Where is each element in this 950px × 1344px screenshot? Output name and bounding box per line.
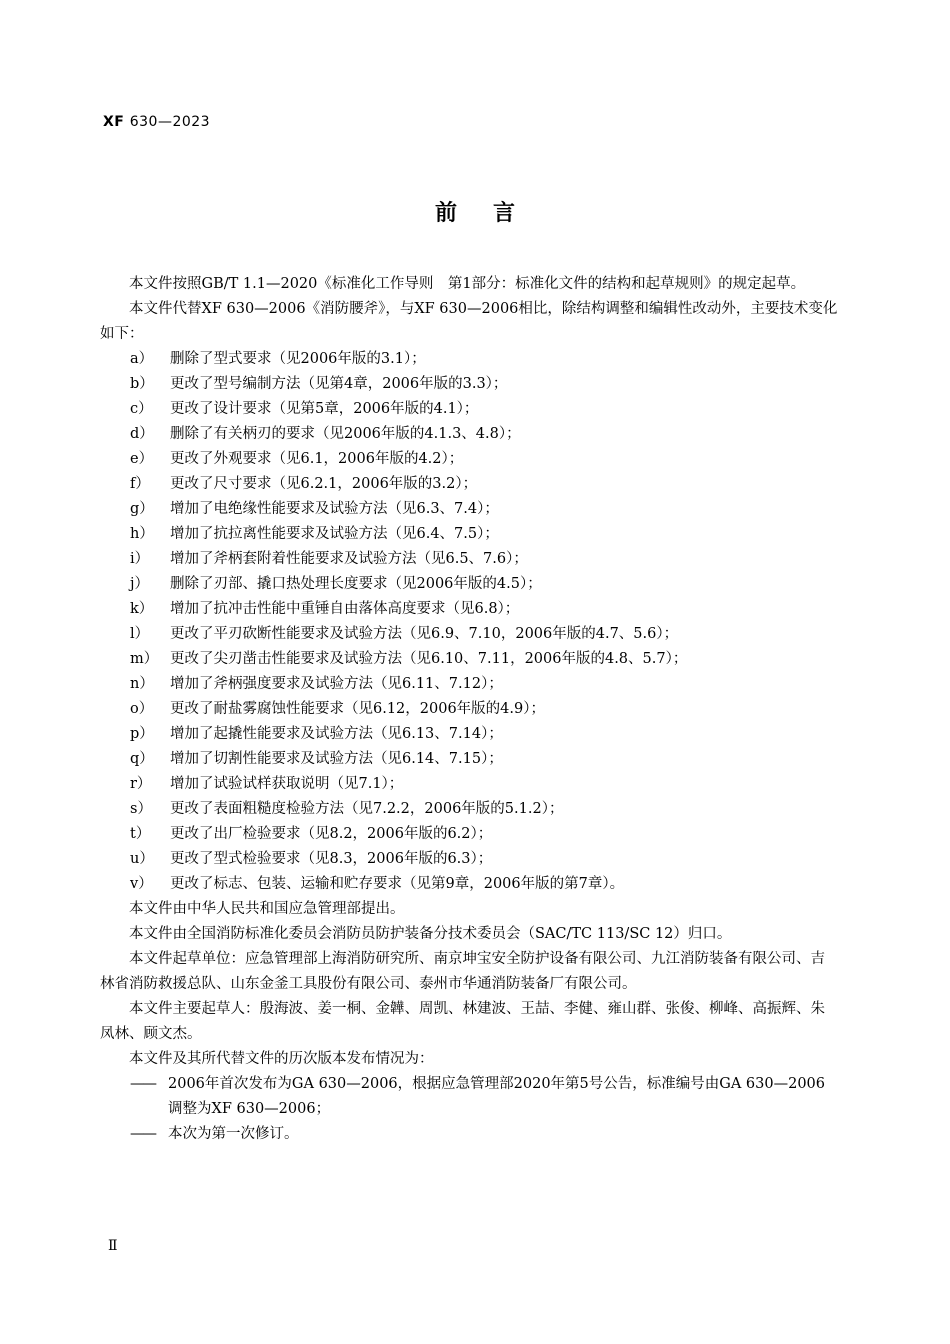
list-item: l） 更改了平刃砍断性能要求及试验方法（见6.9、7.10，2006年版的4.7、5.6）； [130,626,679,642]
list-item: p） 增加了起撬性能要求及试验方法（见6.13、7.14）； [130,726,503,742]
list-item: b） 更改了型号编制方法（见第4章，2006年版的3.3）； [130,376,508,392]
paragraph-history-intro: 本文件及其所代替文件的历次版本发布情况为： [129,1051,434,1067]
paragraph-drafting-units: 本文件起草单位：应急管理部上海消防研究所、南京坤宝安全防护设备有限公司、九江消防装备有限公司、吉林省消防救援总队、山东金釜工具股份有限公司、泰州市华通消防装备厂有限公司。 [100,951,825,992]
list-item: q） 增加了切割性能要求及试验方法（见6.14、7.15）； [130,751,503,767]
paragraph-managed-by: 本文件由全国消防标准化委员会消防员防护装备分技术委员会（SAC/TC 113/SC 12）归口。 [129,926,732,942]
list-item: j） 删除了刃部、撬口热处理长度要求（见2006年版的4.5）； [130,576,542,592]
paragraph-proposed-by: 本文件由中华人民共和国应急管理部提出。 [129,901,405,917]
page-title: 前言 [434,200,551,226]
list-item: t） 更改了出厂检验要求（见8.2，2006年版的6.2）； [130,826,493,842]
list-item: g） 增加了电绝缘性能要求及试验方法（见6.3、7.4）； [130,501,499,517]
list-item: n） 增加了斧柄强度要求及试验方法（见6.11、7.12）； [130,676,503,692]
paragraph-drafters: 本文件主要起草人：殷海波、姜一桐、金韡、周凯、林建波、王喆、李健、雍山群、张俊、柳峰、高振辉、朱凤林、顾文杰。 [100,1001,825,1042]
list-item: u） 更改了型式检验要求（见8.3，2006年版的6.3）； [130,851,493,867]
list-item: m） 更改了尖刃凿击性能要求及试验方法（见6.10、7.11，2006年版的4.8、5.7）； [130,651,688,667]
list-item: k） 增加了抗冲击性能中重锤自由落体高度要求（见6.8）； [130,601,520,617]
list-item: r） 增加了试验试样获取说明（见7.1）； [130,776,404,792]
history-list [100,1072,838,1147]
page-number: Ⅱ [108,1238,118,1254]
document-code [103,114,210,130]
list-item: c） 更改了设计要求（见第5章，2006年版的4.1）； [130,401,479,417]
list-item: v） 更改了标志、包装、运输和贮存要求（见第9章，2006年版的第7章）。 [130,876,625,892]
list-item: h） 增加了抗拉离性能要求及试验方法（见6.4、7.5）； [130,526,499,542]
document-code-number: 630—2023 [129,114,211,130]
history-item: —— 2006年首次发布为GA 630—2006，根据应急管理部2020年第5号公告，标准编号由GA 630—2006调整为XF 630—2006； [130,1076,826,1117]
history-item: —— 本次为第一次修订。 [130,1126,299,1142]
document-code-prefix: XF [103,114,125,130]
list-item: f） 更改了尺寸要求（见6.2.1，2006年版的3.2）； [130,476,478,492]
foreword-body [100,272,838,1147]
list-item: d） 删除了有关柄刃的要求（见2006年版的4.1.3、4.8）； [130,426,521,442]
list-item: a） 删除了型式要求（见2006年版的3.1）； [130,351,426,367]
list-item: e） 更改了外观要求（见6.1，2006年版的4.2）； [130,451,464,467]
changes-list [100,347,838,897]
paragraph-replaces: 本文件代替XF 630—2006《消防腰斧》，与XF 630—2006相比，除结构调整和编辑性改动外，主要技术变化如下： [100,301,838,342]
list-item: o） 更改了耐盐雾腐蚀性能要求（见6.12，2006年版的4.9）； [130,701,545,717]
paragraph-drafting-rules: 本文件按照GB/T 1.1—2020《标准化工作导则 第1部分：标准化文件的结构和起草规则》的规定起草。 [129,276,806,292]
list-item: s） 更改了表面粗糙度检验方法（见7.2.2，2006年版的5.1.2）； [130,801,564,817]
list-item: i） 增加了斧柄套附着性能要求及试验方法（见6.5、7.6）； [130,551,528,567]
